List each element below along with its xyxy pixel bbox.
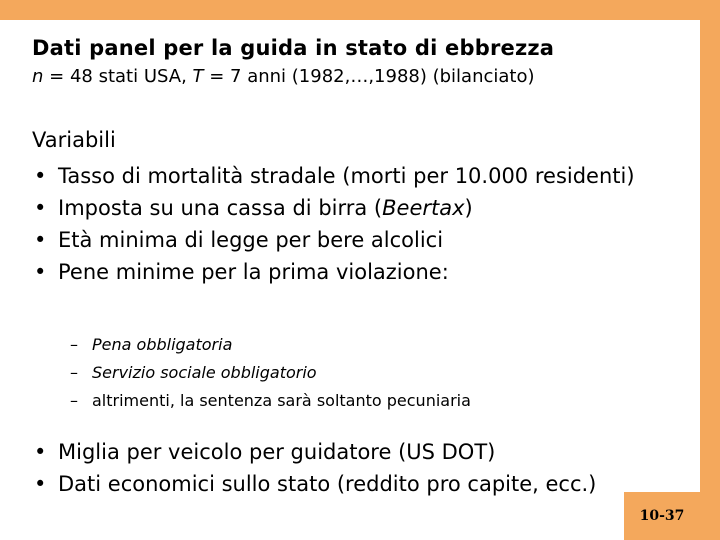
right-orange-bar — [700, 0, 720, 540]
list-item-text: Tasso di mortalità stradale (morti per 10.000 residenti) — [58, 164, 635, 188]
list-item-text: Miglia per veicolo per guidatore (US DOT) — [58, 440, 496, 464]
bullet-icon: • — [34, 228, 47, 252]
list-item — [32, 226, 652, 255]
list-item-text: Pene minime per la prima violazione: — [58, 260, 449, 284]
list-item — [32, 258, 652, 287]
sub-list-item — [70, 331, 471, 359]
sub-list-item-text: Pena obbligatoria — [92, 335, 233, 354]
list-item-text: Dati economici sullo stato (reddito pro capite, ecc.) — [58, 472, 597, 496]
penalties-sublist — [70, 331, 471, 415]
list-item-text-italic: Beertax — [382, 196, 465, 220]
dash-icon: – — [70, 335, 78, 354]
list-item-text: Età minima di legge per bere alcolici — [58, 228, 444, 252]
top-orange-bar — [0, 0, 720, 20]
bullet-icon: • — [34, 472, 47, 496]
variables-list-continued — [32, 438, 652, 502]
slide-title: Dati panel per la guida in stato di ebbrezza — [32, 36, 555, 60]
page-number: 10-37 — [624, 492, 700, 540]
subtitle-n: n — [32, 66, 44, 87]
sub-list-item-text: altrimenti, la sentenza sarà soltanto pecuniaria — [92, 391, 471, 410]
slide-subtitle — [32, 66, 535, 87]
bullet-icon: • — [34, 260, 47, 284]
list-item — [32, 470, 652, 499]
list-item-text-after: ) — [464, 196, 473, 220]
subtitle-T: T — [192, 66, 204, 87]
list-item — [32, 194, 652, 223]
bullet-icon: • — [34, 196, 47, 220]
list-item — [32, 438, 652, 467]
slide — [0, 20, 700, 540]
dash-icon: – — [70, 391, 78, 410]
bullet-icon: • — [34, 164, 47, 188]
subtitle-part1: = 48 stati USA, — [43, 66, 193, 87]
sub-list-item — [70, 359, 471, 387]
list-item-text-before: Imposta su una cassa di birra ( — [58, 196, 383, 220]
section-heading: Variabili — [32, 128, 116, 152]
sub-list-item-text: Servizio sociale obbligatorio — [92, 363, 317, 382]
subtitle-part2: = 7 anni (1982,…,1988) (bilanciato) — [203, 66, 535, 87]
list-item — [32, 162, 652, 191]
sub-list-item — [70, 387, 471, 415]
dash-icon: – — [70, 363, 78, 382]
bullet-icon: • — [34, 440, 47, 464]
variables-list — [32, 162, 652, 290]
